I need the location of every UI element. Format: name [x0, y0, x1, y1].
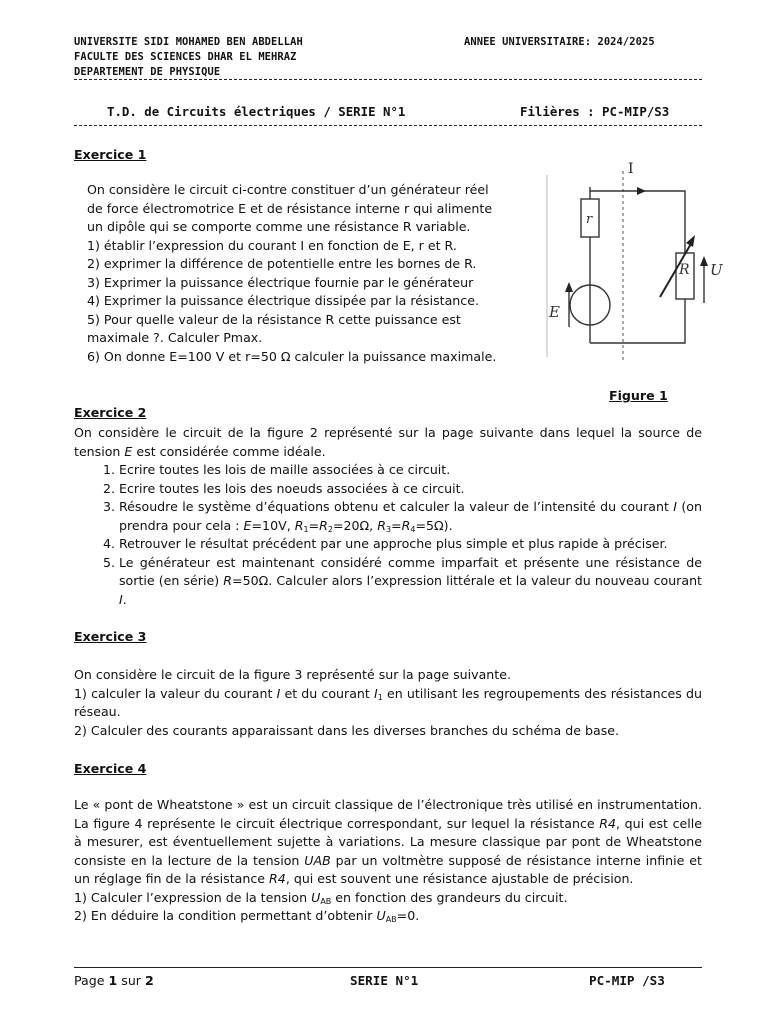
q5-text: =50Ω. Calculer alors l’expression littérale et la valeur du nouveau courant — [232, 573, 702, 588]
exercise1-line: 4) Exprimer la puissance électrique dissipée par la résistance. — [87, 293, 479, 308]
exercise3-text — [74, 666, 702, 740]
exercise2-intro — [74, 424, 702, 461]
wire-top — [590, 187, 685, 253]
q5-text: . — [122, 591, 127, 607]
exercise1-line: maximale ?. Calculer Pmax. — [87, 330, 263, 345]
page-number — [74, 973, 154, 988]
footer-series: SERIE N°1 — [350, 973, 419, 988]
academic-year: ANNEE UNIVERSITAIRE: 2024/2025 — [464, 36, 655, 48]
ex4-uab: UAB — [304, 852, 331, 868]
ex4-q1-u: U — [311, 889, 321, 905]
ex3-q1-i: I — [276, 685, 281, 701]
q3-text: =10V, — [251, 517, 295, 533]
variable-arrowhead — [686, 235, 695, 247]
q3-sub: 2 — [327, 524, 333, 534]
ex4-r4: R4 — [269, 871, 286, 886]
ex4-q1-text: en fonction des grandeurs du circuit. — [331, 889, 568, 905]
series-title: T.D. de Circuits électriques / SERIE N°1 — [107, 104, 406, 119]
exercise1-line: 6) On donne E=100 V et r=50 Ω calculer la puissance maximale. — [87, 348, 497, 364]
emf-label: E — [549, 303, 560, 321]
exercise2-intro-text-end: est considérée comme idéale. — [132, 443, 326, 459]
ex4-q2-text: =0. — [396, 908, 420, 923]
exercise2-question-2: 2. Ecrire toutes les lois des noeuds associées à ce circuit. — [119, 480, 702, 499]
header-divider-top — [74, 79, 702, 80]
series-filieres: Filières : PC-MIP/S3 — [520, 104, 670, 119]
q3-text: Résoudre le système d’équations obtenu et calculer la valeur de l’intensité du courant — [119, 499, 674, 514]
exercise2-question-1: 1. Ecrire toutes les lois de maille associées à ce circuit. — [119, 461, 702, 480]
q3-text: = — [308, 517, 320, 533]
ex4-q2-text: 2) En déduire la condition permettant d’obtenir — [74, 908, 377, 923]
exercise4-question-2 — [74, 907, 702, 926]
exercise2-question-4: 4. Retrouver le résultat précédent par une approche plus simple et plus rapide à préciser. — [119, 535, 702, 554]
ex4-q1-sub: AB — [320, 896, 332, 906]
exercise1-line: 1) établir l’expression du courant I en fonction de E, r et R. — [87, 237, 457, 253]
exercise1-line: un dipôle qui se comporte comme une résistance R variable. — [87, 219, 471, 234]
resistor-r-label: r — [586, 212, 593, 227]
exercise1-line: 2) exprimer la différence de potentielle entre les bornes de R. — [87, 256, 477, 271]
university-name: UNIVERSITE SIDI MOHAMED BEN ABDELLAH — [74, 36, 303, 48]
q3-e: E — [243, 517, 252, 533]
q3-sub: 4 — [410, 524, 416, 534]
ex3-q1-i1: I — [374, 685, 378, 701]
q3-text: =5Ω). — [415, 517, 453, 533]
exercise3-question-1 — [74, 685, 702, 722]
q3-sub: 3 — [385, 524, 392, 534]
circuit-figure-1 — [545, 157, 725, 367]
exercise3-title: Exercice 3 — [74, 629, 147, 644]
ex4-r4: R4 — [599, 815, 616, 831]
voltage-arrowhead — [700, 256, 708, 266]
faculty-name: FACULTE DES SCIENCES DHAR EL MEHRAZ — [74, 51, 297, 63]
page-prefix: Page — [74, 973, 109, 988]
q3-r2: R — [319, 517, 328, 533]
footer-filiere: PC-MIP /S3 — [589, 973, 665, 988]
exercise1-text — [87, 181, 532, 366]
ex3-q1-text: en utilisant les regroupements des résistances du réseau. — [74, 685, 702, 719]
ex4-text: Le « pont de Wheatstone » est un circuit classique de l’électronique très utilisé en instrumentation. La figure 4 représente le circuit électrique correspondant, sur lequel la résistance — [74, 797, 702, 831]
exercise1-line: 3) Exprimer la puissance électrique fournie par le générateur — [87, 274, 474, 290]
ex3-q1-text: 1) calculer la valeur du courant — [74, 685, 277, 701]
q3-sub: 1 — [303, 524, 309, 534]
exercise2-intro-text: On considère le circuit de la figure 2 représenté sur la page suivante dans lequel la source de tension — [74, 425, 702, 459]
ex4-q2-u: U — [376, 908, 386, 923]
ex3-q1-text: et du courant — [280, 685, 375, 701]
exercise2-questions — [74, 461, 702, 609]
emf-arrowhead — [565, 282, 573, 292]
exercise4-title: Exercice 4 — [74, 761, 147, 776]
current-label: I — [628, 161, 634, 177]
q3-text: =20Ω, — [332, 517, 378, 533]
footer-divider — [74, 967, 702, 968]
exercise2-question-3 — [119, 498, 702, 535]
q3-text: = — [391, 517, 402, 533]
exercise2-question-5 — [119, 554, 702, 610]
ex4-text: , qui est souvent une résistance ajustable de précision. — [285, 871, 634, 886]
q5-text: Le générateur est maintenant considéré comme imparfait et présente une résistance de sortie (en série) — [119, 554, 702, 588]
exercise2-text — [74, 424, 702, 609]
exercise1-title: Exercice 1 — [74, 147, 147, 162]
exercise4-question-1 — [74, 889, 702, 908]
ex4-text: , qui est celle à mesurer, est éventuellement sujette à variations. La mesure classique par pont de Wheatstone consiste en la lecture de la tension — [74, 815, 702, 868]
q5-i: I — [119, 591, 123, 607]
ex4-q1-text: 1) Calculer l’expression de la tension — [74, 889, 312, 905]
q3-r3: R — [377, 517, 386, 533]
exercise4-text — [74, 796, 702, 926]
q3-r1: R — [294, 517, 304, 533]
exercise2-title: Exercice 2 — [74, 405, 147, 420]
q3-i: I — [673, 499, 678, 514]
exercise1-line: On considère le circuit ci-contre constituer d’un générateur réel — [87, 182, 489, 197]
q5-r: R — [223, 573, 233, 588]
q3-r4: R — [401, 517, 411, 533]
voltage-label: U — [710, 261, 723, 279]
department-name: DEPARTEMENT DE PHYSIQUE — [74, 66, 221, 78]
exercise1-line: 5) Pour quelle valeur de la résistance R cette puissance est — [87, 311, 461, 327]
exercise1-line: de force électromotrice E et de résistance interne r qui alimente — [87, 200, 493, 216]
ex3-q1-sub: 1 — [377, 692, 383, 702]
exercise2-intro-e: E — [124, 443, 133, 459]
exercise3-question-2: 2) Calculer des courants apparaissant dans les diverses branches du schéma de base. — [74, 722, 620, 738]
resistor-R-label: R — [679, 262, 690, 278]
ex4-q2-sub: AB — [385, 915, 397, 924]
page-current: 1 — [108, 973, 118, 988]
current-arrow — [637, 187, 646, 195]
header-divider-bottom — [74, 125, 702, 126]
figure1-caption: Figure 1 — [609, 388, 668, 403]
ex4-text: par un voltmètre supposé de résistance interne infinie et un réglage fin de la résistance — [74, 852, 702, 886]
exercise4-paragraph — [74, 796, 702, 889]
exercise3-intro: On considère le circuit de la figure 3 représenté sur la page suivante. — [74, 667, 511, 682]
page-mid: sur — [117, 973, 145, 988]
q3-text: (on prendra pour cela : — [119, 499, 702, 533]
page-total: 2 — [145, 973, 154, 988]
